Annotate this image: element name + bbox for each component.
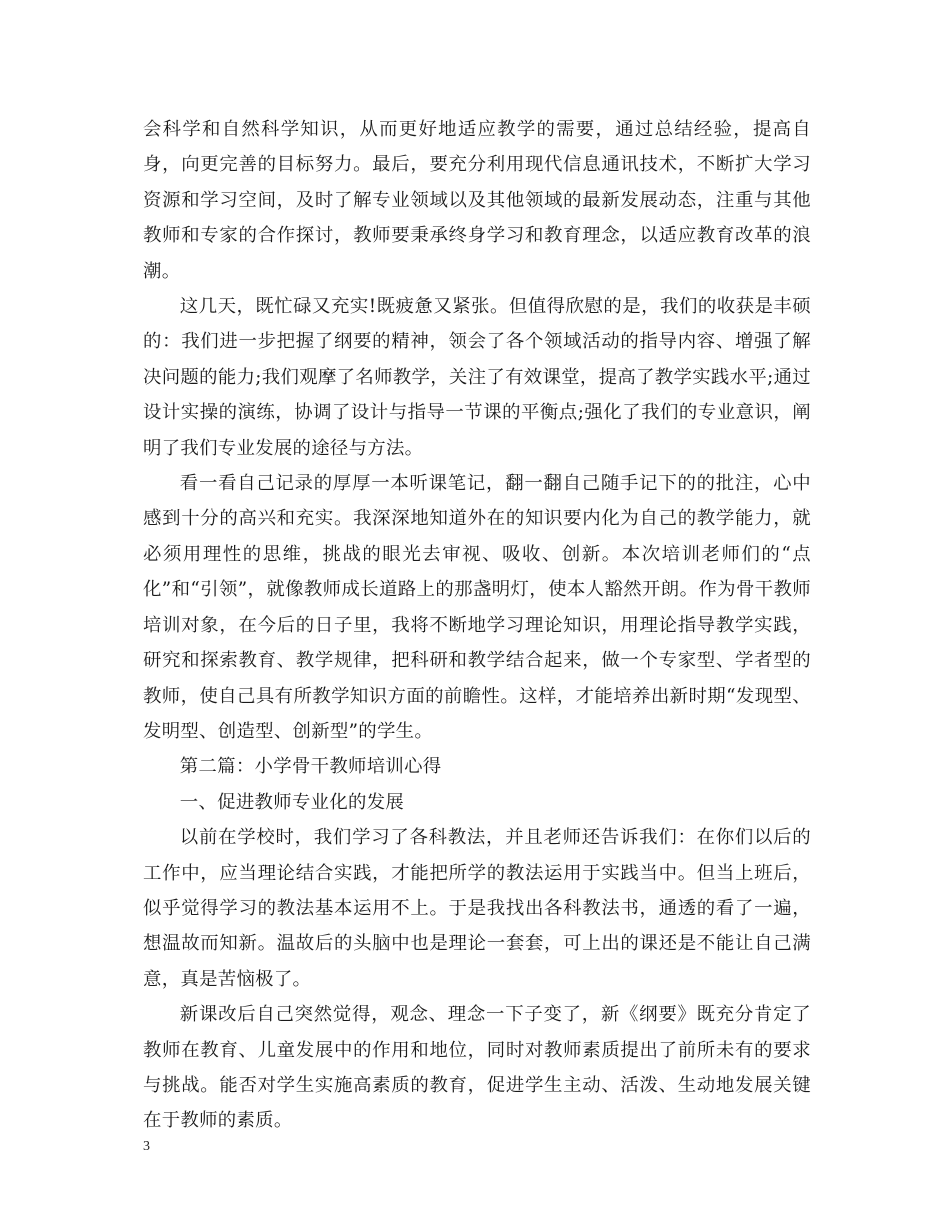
paragraph-harvest: 这几天，既忙碌又充实!既疲惫又紧张。但值得欣慰的是，我们的收获是丰硕的：我们进一步把握了纲要的精神，领会了各个领域活动的指导内容、增强了解决问题的能力;我们观摩了名师教学，关注了有效课堂，提高了教学实践水平;通过设计实操的演练，协调了设计与指导一节课的平衡点;强化了我们的专业意识，阐明了我们专业发展的途径与方法。 [143, 296, 811, 459]
section-title: 第二篇：小学骨干教师培训心得 [179, 756, 442, 778]
document-body [143, 112, 811, 1139]
page-number: 3 [143, 1139, 150, 1154]
section-heading: 一、促进教师专业化的发展 [179, 791, 405, 813]
paragraph-curriculum-reform: 新课改后自己突然觉得，观念、理念一下子变了，新《纲要》既充分肯定了教师在教育、儿童发展中的作用和地位，同时对教师素质提出了前所未有的要求与挑战。能否对学生实施高素质的教育，促进学生主动、活泼、生动地发展关键在于教师的素质。 [143, 1004, 811, 1132]
paragraph-continuation: 会科学和自然科学知识，从而更好地适应教学的需要，通过总结经验，提高自身，向更完善的目标努力。最后，要充分利用现代信息通讯技术，不断扩大学习资源和学习空间，及时了解专业领域以及其他领域的最新发展动态，注重与其他教师和专家的合作探讨，教师要秉承终身学习和教育理念，以适应教育改革的浪潮。 [143, 119, 811, 282]
paragraph-notes-reflection: 看一看自己记录的厚厚一本听课笔记，翻一翻自己随手记下的的批注，心中感到十分的高兴和充实。我深深地知道外在的知识要内化为自己的教学能力，就必须用理性的思维，挑战的眼光去审视、吸收、创新。本次培训老师们的“点化”和“引领”，就像教师成长道路上的那盏明灯，使本人豁然开朗。作为骨干教师培训对象，在今后的日子里，我将不断地学习理论知识，用理论指导教学实践，研究和探索教育、教学规律，把科研和教学结合起来，做一个专家型、学者型的教师，使自己具有所教学知识方面的前瞻性。这样，才能培养出新时期“发现型、发明型、创造型、创新型”的学生。 [143, 473, 811, 742]
paragraph-school-methods: 以前在学校时，我们学习了各科教法，并且老师还告诉我们：在你们以后的工作中，应当理论结合实践，才能把所学的教法运用于实践当中。但当上班后，似乎觉得学习的教法基本运用不上。于是我找出各科教法书，通透的看了一遍，想温故而知新。温故后的头脑中也是理论一套套，可上出的课还是不能让自己满意，真是苦恼极了。 [143, 827, 811, 990]
